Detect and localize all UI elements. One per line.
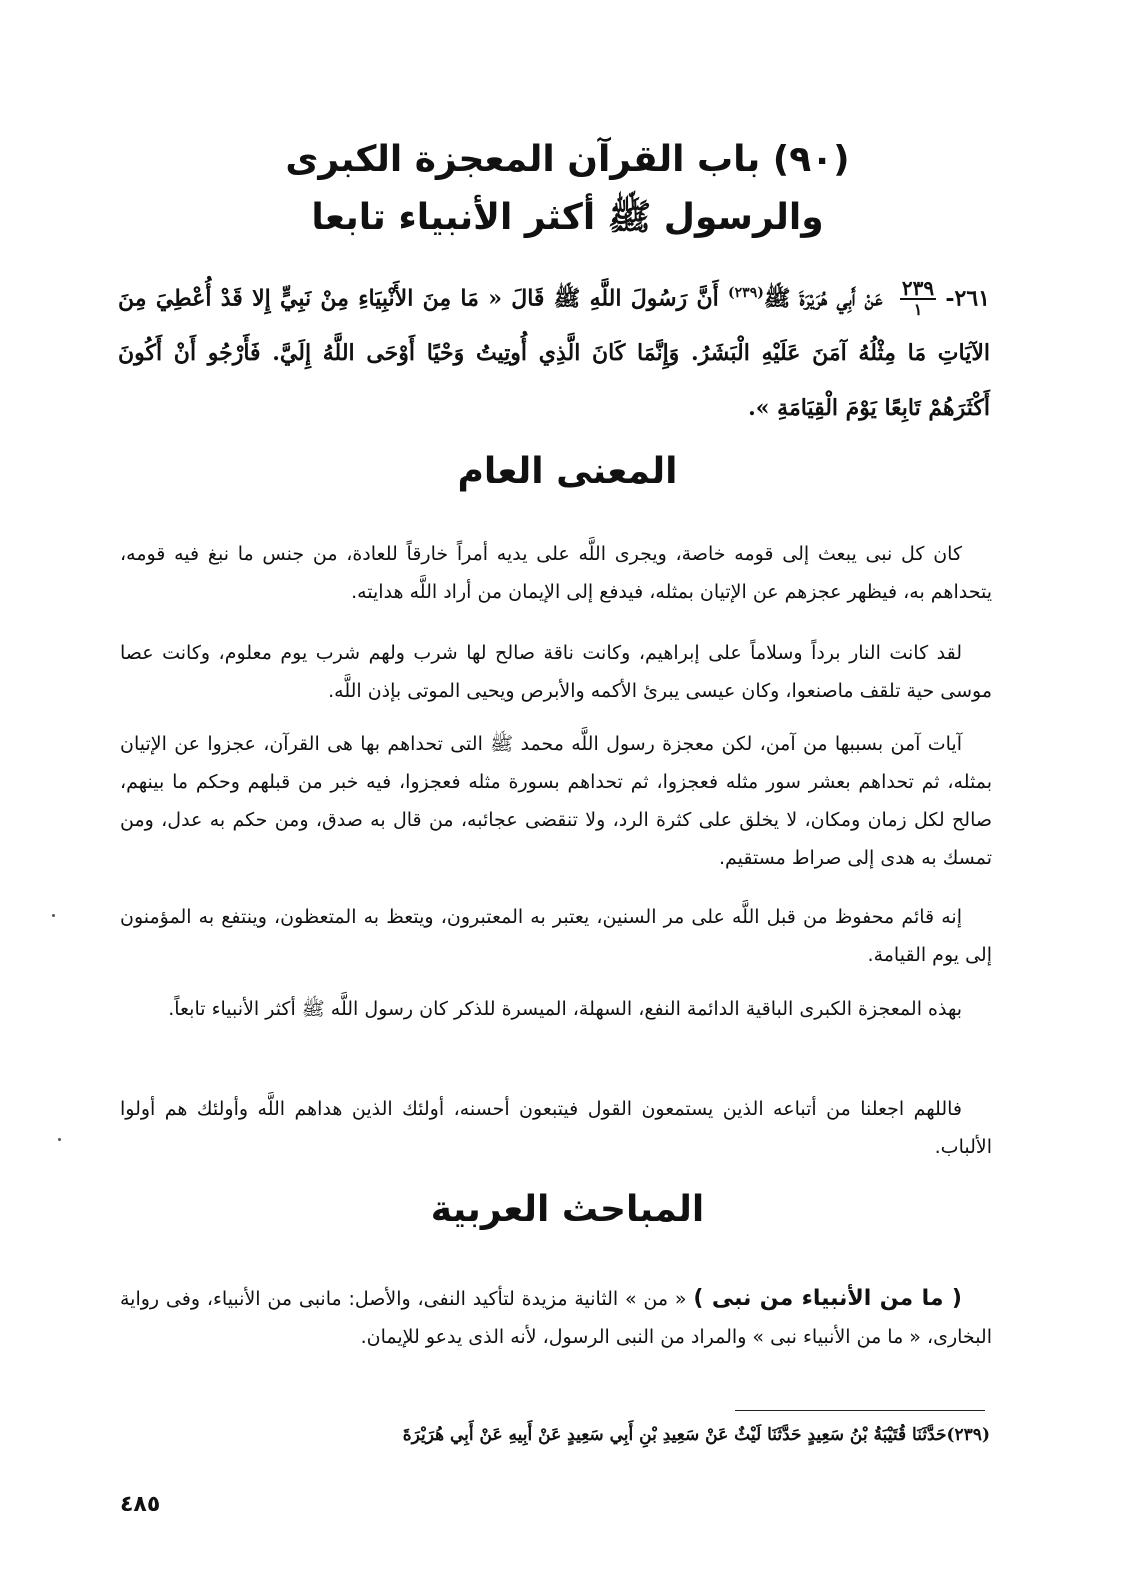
arabic-studies-paragraph xyxy=(120,1280,992,1356)
footnote: (٢٣٩)حَدَّثَنَا قُتَيْبَةُ بْنُ سَعِيدٍ حَدَّثَنَا لَيْثٌ عَنْ سَعِيدِ بْنِ أَبِي سَعِيدٍ عَنْ أَبِيهِ عَنْ أَبِي هُرَيْرَةَ xyxy=(402,1425,990,1445)
page-number: ٤٨٥ xyxy=(120,1492,161,1517)
paragraph-1: كان كل نبى يبعث إلى قومه خاصة، ويجرى اللَّه على يديه أمراً خارقاً للعادة، من جنس ما نبغ فيه قومه، يتحداهم به، فيظهر عجزهم عن الإتيان بمثله، فيدفع إلى الإيمان من أراد اللَّه هدايته. xyxy=(120,543,992,603)
hadith-sub-number-bottom: ١ xyxy=(913,300,923,320)
footnote-divider xyxy=(735,1410,985,1411)
arabic-studies-text: « من » الثانية مزيدة لتأكيد النفى، والأصل: مانبى من الأنبياء، وفى رواية البخارى، « ما من الأنبياء نبى » والمراد من النبى الرسول، لأنه الذى يدعو للإيمان. xyxy=(120,1288,992,1348)
hadith-sub-number-top: ٢٣٩ xyxy=(901,276,935,301)
chapter-title-line-1: (٩٠) باب القرآن المعجزة الكبرى xyxy=(285,139,850,180)
hadith-text: ٢٦١- ٢٣٩ ١ عَنْ أَبِي هُرَيْرَةَ ﷺ$^{(٢٣٩)}$ أَنَّ رَسُولَ اللَّهِ ﷺ قَالَ « مَا مِنَ الأَنْبِيَاءِ مِنْ نَبِيٍّ إِلا قَدْ أُعْطِيَ مِنَ الآيَاتِ مَا مِثْلُهُ آمَنَ عَلَيْهِ الْبَشَرُ. وَإِنَّمَا كَانَ الَّذِي أُوتِيتُ وَحْيًا أَوْحَى اللَّهُ إِلَيَّ. فَأَرْجُو أَنْ أَكُونَ أَكْثَرَهُمْ تَابِعًا يَوْمَ الْقِيَامَةِ ». xyxy=(118,276,990,422)
hadith-number: ٢٦١ xyxy=(954,285,990,312)
section-heading-arabic-studies: المباحث العربية xyxy=(430,1189,705,1230)
footnote-reference[interactable]: (٢٣٩) xyxy=(728,285,764,301)
section-heading-general-meaning: المعنى العام xyxy=(457,451,678,492)
paragraph-6: فاللهم اجعلنا من أتباعه الذين يستمعون القول فيتبعون أحسنه، أولئك الذين هداهم اللَّه وأولئك هم أولوا الألباب. xyxy=(120,1098,992,1158)
paragraph-3: آيات آمن بسببها من آمن، لكن معجزة رسول اللَّه محمد ﷺ التى تحداهم بها هى القرآن، عجزوا عن الإتيان بمثله، ثم تحداهم بعشر سور مثله فعجزوا، ثم تحداهم بسورة مثله فعجزوا، فيه خبر من قبلهم وحكم ما بينهم، صالح لكل زمان ومكان، لا يخلق على كثرة الرد، ولا تنقضى عجائبه، من قال به صدق، ومن حكم به عدل، ومن تمسك به هدى إلى صراط مستقيم. xyxy=(120,733,992,869)
hadith-sub-number xyxy=(900,278,936,320)
scan-speck xyxy=(52,914,55,917)
hadith-narrator: عَنْ أَبِي هُرَيْرَةَ ﷺ xyxy=(763,285,883,312)
chapter-title-line-2: والرسول ﷺ أكثر الأنبياء تابعا xyxy=(311,197,824,238)
scan-speck xyxy=(58,1138,61,1141)
paragraph-4: إنه قائم محفوظ من قبل اللَّه على مر السنين، يعتبر به المعتبرون، ويتعظ به المتعظون، وينتفع به المؤمنون إلى يوم القيامة. xyxy=(120,906,992,966)
paragraph-2: لقد كانت النار برداً وسلاماً على إبراهيم، وكانت ناقة صالح لها شرب ولهم شرب يوم معلوم، وكانت عصا موسى حية تلقف ماصنعوا، وكان عيسى يبرئ الأكمه والأبرص ويحيى الموتى بإذن اللَّه. xyxy=(120,642,992,702)
paragraph-5: بهذه المعجزة الكبرى الباقية الدائمة النفع، السهلة، الميسرة للذكر كان رسول اللَّه ﷺ أكثر الأنبياء تابعاً. xyxy=(168,998,962,1020)
arabic-studies-lead: ( ما من الأنبياء من نبى ) xyxy=(693,1286,962,1311)
hadith-body: أَنَّ رَسُولَ اللَّهِ ﷺ قَالَ « مَا مِنَ الأَنْبِيَاءِ مِنْ نَبِيٍّ إِلا قَدْ أُعْطِيَ مِنَ الآيَاتِ مَا مِثْلُهُ آمَنَ عَلَيْهِ الْبَشَرُ. وَإِنَّمَا كَانَ الَّذِي أُوتِيتُ وَحْيًا أَوْحَى اللَّهُ إِلَيَّ. فَأَرْجُو أَنْ أَكُونَ أَكْثَرَهُمْ تَابِعًا يَوْمَ الْقِيَامَةِ ». xyxy=(118,285,990,422)
